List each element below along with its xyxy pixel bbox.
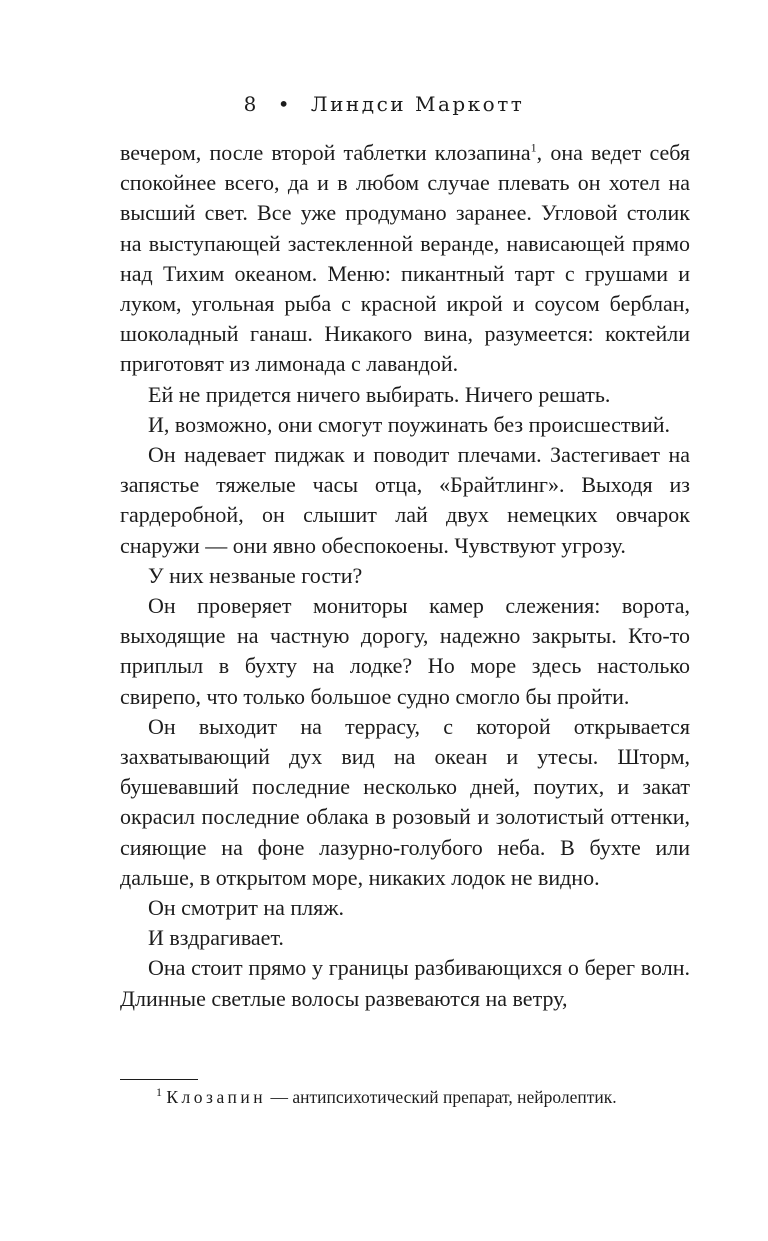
paragraph: И, возможно, они смогут поужинать без происшествий. bbox=[148, 411, 670, 437]
paragraph: У них незваные гости? bbox=[148, 562, 363, 588]
footnote-term: Клозапин bbox=[166, 1087, 267, 1107]
paragraph: Он надевает пиджак и поводит плечами. Застегивает на запястье тяжелые часы отца, «Брайтлинг». Выходя из гардеробной, он слышит лай двух немецких овчарок снаружи — они явно обеспокоены. Чувствуют угрозу. bbox=[120, 442, 690, 558]
footnote-marker: 1 bbox=[156, 1085, 162, 1100]
body-text bbox=[120, 138, 690, 1014]
paragraph-text: , она ведет себя спокойнее всего, да и в любом случае плевать он хотел на высший свет. Все уже продумано заранее. Угловой столик на выступающей застекленной веранде, нависающей прямо над Тихим океаном. Меню: пикантный тарт с грушами и луком, угольная рыба с красной икрой и соусом берблан, шоколадный ганаш. Никакого вина, разумеется: коктейли приготовят из лимонада с лавандой. bbox=[120, 140, 690, 377]
paragraph bbox=[120, 138, 690, 380]
paragraph: Она стоит прямо у границы разбивающихся о берег волн. Длинные светлые волосы развеваются на ветру, bbox=[120, 955, 690, 1011]
running-head bbox=[0, 92, 768, 116]
bullet-separator: • bbox=[277, 92, 293, 116]
paragraph: Ей не придется ничего выбирать. Ничего решать. bbox=[148, 381, 611, 407]
footnote-reference: 1 bbox=[530, 140, 537, 155]
paragraph-text: вечером, после второй таблетки клозапина bbox=[120, 140, 531, 165]
paragraph: Он выходит на террасу, с которой открывается захватывающий дух вид на океан и утесы. Шторм, бушевавший последние несколько дней, поутих, и закат окрасил последние облака в розовый и золотистый оттенки, сияющие на фоне лазурно-голубого неба. В бухте или дальше, в открытом море, никаких лодок не видно. bbox=[120, 713, 690, 890]
paragraph: Он проверяет мониторы камер слежения: ворота, выходящие на частную дорогу, надежно закрыты. Кто-то приплыл в бухту на лодке? Но море здесь настолько свирепо, что только большое судно смогло бы пройти. bbox=[120, 593, 690, 709]
footnote-divider bbox=[120, 1079, 198, 1080]
footnote-definition: — антипсихотический препарат, нейролептик. bbox=[266, 1087, 617, 1107]
paragraph: И вздрагивает. bbox=[148, 925, 284, 951]
paragraph: Он смотрит на пляж. bbox=[148, 895, 344, 921]
author-name: Линдси Маркотт bbox=[310, 92, 525, 116]
footnote bbox=[120, 1086, 690, 1108]
page-number: 8 bbox=[243, 92, 259, 116]
